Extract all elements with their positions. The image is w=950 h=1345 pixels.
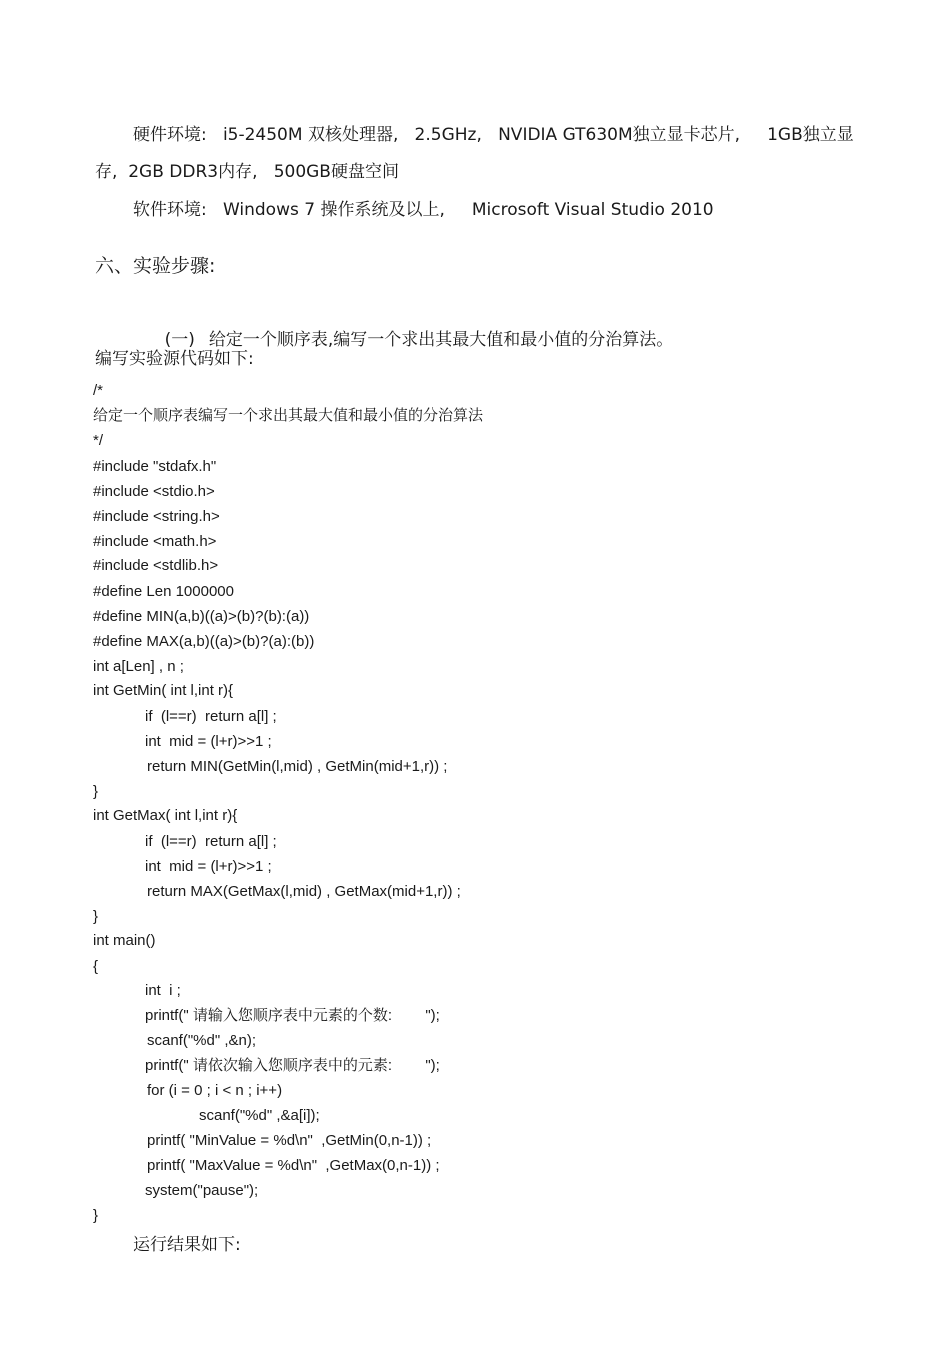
code-line: printf( "MaxValue = %d\n" ,GetMax(0,n-1)) ; <box>147 1157 440 1174</box>
code-line: 给定一个顺序表编写一个求出其最大值和最小值的分治算法 <box>93 407 484 424</box>
section-heading: 六、实验步骤: <box>95 255 216 277</box>
code-line: return MAX(GetMax(l,mid) , GetMax(mid+1,r)) ; <box>147 883 461 900</box>
code-line: return MIN(GetMin(l,mid) , GetMin(mid+1,r)) ; <box>147 758 448 775</box>
code-line: #define Len 1000000 <box>93 583 234 600</box>
code-line: #include <string.h> <box>93 508 220 525</box>
code-line: #include <stdlib.h> <box>93 557 219 574</box>
task-number: (一) <box>164 330 195 350</box>
code-line: #define MIN(a,b)((a)>(b)?(b):(a)) <box>93 608 310 625</box>
code-line: { <box>93 958 99 975</box>
code-line: } <box>93 783 99 800</box>
result-intro: 运行结果如下: <box>133 1235 241 1255</box>
code-line: int GetMin( int l,int r){ <box>93 682 234 699</box>
code-line: for (i = 0 ; i < n ; i++) <box>147 1082 283 1099</box>
code-line: /* <box>93 382 104 399</box>
code-intro: 编写实验源代码如下: <box>95 349 254 369</box>
hardware-environment-line-2: 存, 2GB DDR3内存, 500GB硬盘空间 <box>95 162 399 182</box>
code-line: printf(" 请输入您顺序表中元素的个数: "); <box>145 1007 440 1024</box>
task-text: 给定一个顺序表,编写一个求出其最大值和最小值的分治算法。 <box>208 330 674 350</box>
code-line: int mid = (l+r)>>1 ; <box>145 733 272 750</box>
code-line: #include <stdio.h> <box>93 483 215 500</box>
code-line: int a[Len] , n ; <box>93 658 184 675</box>
code-line: scanf("%d" ,&n); <box>147 1032 257 1049</box>
code-line: } <box>93 908 99 925</box>
code-line: #include <math.h> <box>93 533 217 550</box>
code-line: if (l==r) return a[l] ; <box>145 708 277 725</box>
code-line: #define MAX(a,b)((a)>(b)?(a):(b)) <box>93 633 315 650</box>
hardware-environment-line-1: 硬件环境: i5-2450M 双核处理器, 2.5GHz, NVIDIA GT630M独立显卡芯片, 1GB独立显 <box>133 125 854 145</box>
code-line: */ <box>93 432 104 449</box>
code-line: if (l==r) return a[l] ; <box>145 833 277 850</box>
code-line: printf(" 请依次输入您顺序表中的元素: "); <box>145 1057 440 1074</box>
code-line: int i ; <box>145 982 181 999</box>
code-line: printf( "MinValue = %d\n" ,GetMin(0,n-1)) ; <box>147 1132 432 1149</box>
software-environment-line: 软件环境: Windows 7 操作系统及以上, Microsoft Visual Studio 2010 <box>133 200 714 220</box>
code-line: #include "stdafx.h" <box>93 458 217 475</box>
code-line: int GetMax( int l,int r){ <box>93 807 238 824</box>
code-line: scanf("%d" ,&a[i]); <box>199 1107 320 1124</box>
code-line: int main() <box>93 932 156 949</box>
code-line: int mid = (l+r)>>1 ; <box>145 858 272 875</box>
code-line: } <box>93 1207 99 1224</box>
code-line: system("pause"); <box>145 1182 259 1199</box>
